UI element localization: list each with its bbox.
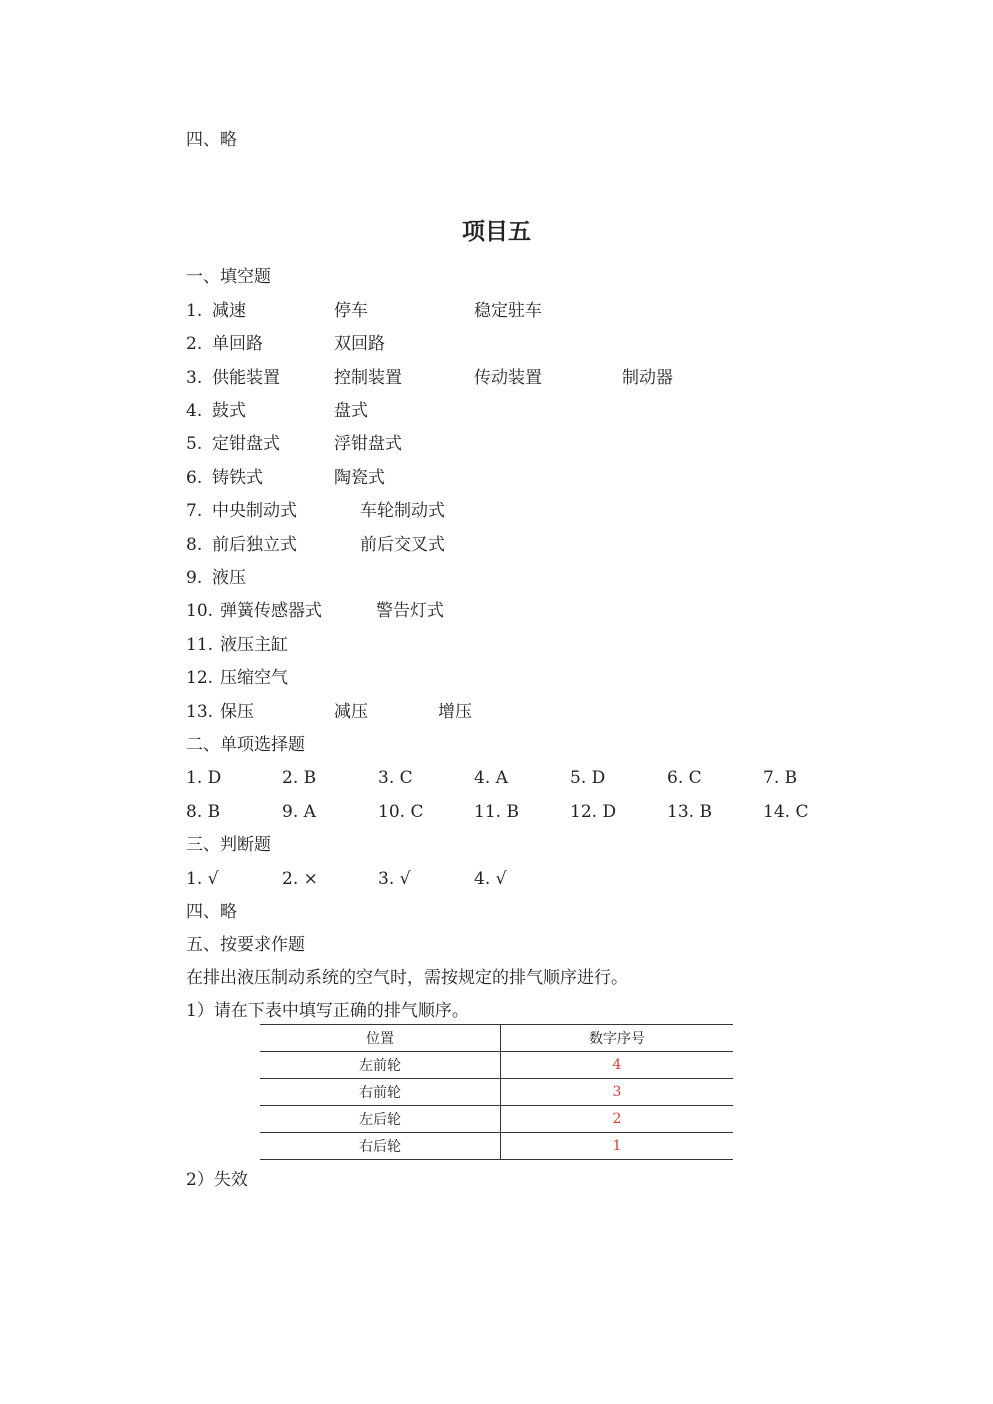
choice-answer: 10. C [378,802,424,822]
item-number: 11. [186,635,214,655]
answer: 弹簧传感器式 [220,601,322,621]
item-number: 6. [186,468,203,488]
table-row [260,1133,733,1160]
answer: 鼓式 [212,401,246,421]
answer: 保压 [220,702,254,722]
choice-answer: 12. D [570,802,617,822]
item-number: 5. [186,434,203,454]
answer: 减速 [212,301,246,321]
answer: 稳定驻车 [474,301,542,321]
answer: 前后独立式 [212,535,297,555]
answer: 液压主缸 [220,635,288,655]
choice-answer: 9. A [282,802,316,822]
choice-answer: 8. B [186,802,221,822]
answer: 双回路 [334,334,385,354]
choice-answer: 11. B [474,802,519,822]
judgment-answer: 1. √ [186,869,219,889]
order-number-cell: 3 [501,1079,734,1106]
answer: 中央制动式 [212,501,297,521]
order-number-cell: 2 [501,1106,734,1133]
answer: 压缩空气 [220,668,288,688]
previous-section-item-4: 四、略 [186,130,237,150]
question-one: 1）请在下表中填写正确的排气顺序。 [186,1001,469,1021]
column-header-position: 位置 [260,1025,501,1052]
answer: 制动器 [622,368,673,388]
true-false-heading: 三、判断题 [186,835,271,855]
item-number: 13. [186,702,214,722]
choice-answer: 7. B [763,768,798,788]
item-number: 4. [186,401,203,421]
bleeding-order-table [260,1024,733,1160]
position-cell: 左后轮 [260,1106,501,1133]
item-number: 10. [186,601,214,621]
column-header-number: 数字序号 [501,1025,734,1052]
choice-answer: 1. D [186,768,222,788]
answer: 停车 [334,301,368,321]
answer: 供能装置 [212,368,280,388]
judgment-answer: 4. √ [474,869,507,889]
table-row [260,1052,733,1079]
item-number: 9. [186,568,203,588]
answer: 液压 [212,568,246,588]
answer: 单回路 [212,334,263,354]
part-five-heading: 五、按要求作题 [186,935,305,955]
choice-answer: 14. C [763,802,809,822]
judgment-answer: 3. √ [378,869,411,889]
answer: 陶瓷式 [334,468,385,488]
item-number: 12. [186,668,214,688]
table-header-row [260,1025,733,1052]
part-five-intro: 在排出液压制动系统的空气时，需按规定的排气顺序进行。 [186,968,628,988]
choice-answer: 3. C [378,768,413,788]
choice-answer: 13. B [667,802,712,822]
question-two: 2）失效 [186,1170,248,1190]
page-title: 项目五 [462,218,531,245]
choice-answer: 2. B [282,768,317,788]
order-number-cell: 4 [501,1052,734,1079]
answer: 减压 [334,702,368,722]
table-row [260,1106,733,1133]
answer: 控制装置 [334,368,402,388]
answer: 警告灯式 [376,601,444,621]
item-number: 1. [186,301,203,321]
choice-answer: 6. C [667,768,702,788]
answer: 车轮制动式 [360,501,445,521]
answer: 前后交叉式 [360,535,445,555]
item-number: 2. [186,334,203,354]
position-cell: 左前轮 [260,1052,501,1079]
order-number-cell: 1 [501,1133,734,1160]
position-cell: 右后轮 [260,1133,501,1160]
single-choice-heading: 二、单项选择题 [186,735,305,755]
answer: 浮钳盘式 [334,434,402,454]
position-cell: 右前轮 [260,1079,501,1106]
choice-answer: 5. D [570,768,606,788]
item-number: 3. [186,368,203,388]
answer: 定钳盘式 [212,434,280,454]
choice-answer: 4. A [474,768,508,788]
part-four-heading: 四、略 [186,902,237,922]
item-number: 7. [186,501,203,521]
answer: 传动装置 [474,368,542,388]
answer: 盘式 [334,401,368,421]
table-row [260,1079,733,1106]
answer: 增压 [438,702,472,722]
item-number: 8. [186,535,203,555]
answer: 铸铁式 [212,468,263,488]
fill-blank-heading: 一、填空题 [186,267,271,287]
judgment-answer: 2. × [282,869,318,889]
